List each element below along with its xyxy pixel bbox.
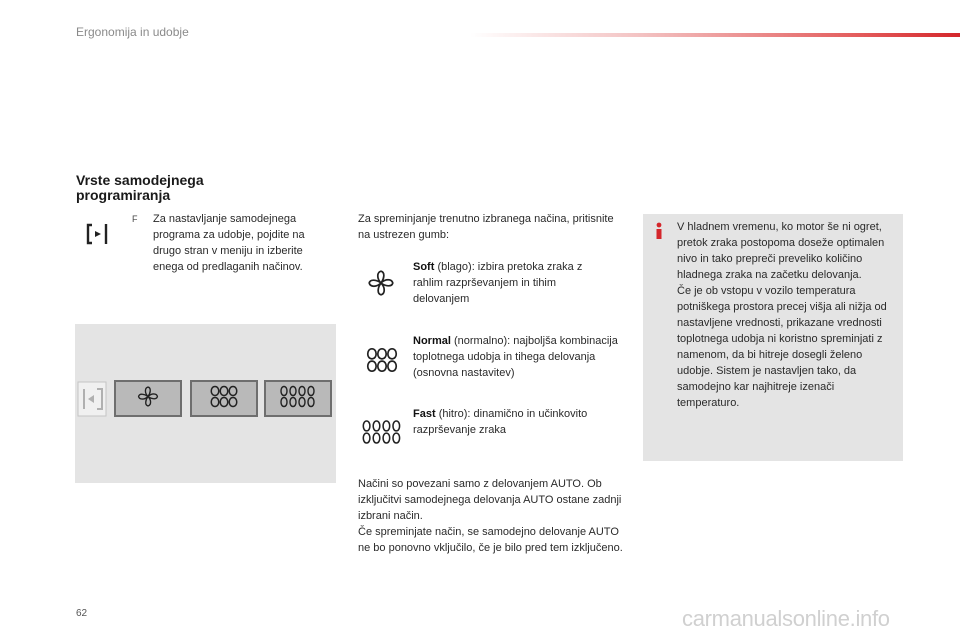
- fast-mode-button[interactable]: [264, 380, 332, 417]
- normal-mode-button[interactable]: [190, 380, 258, 417]
- info-icon: [652, 222, 666, 245]
- mode-fast-description: [413, 406, 613, 438]
- next-page-icon: [86, 223, 110, 250]
- soft-mode-button[interactable]: [114, 380, 182, 417]
- mode-soft-description: [413, 259, 603, 307]
- info-text: V hladnem vremenu, ko motor še ni ogret, pretok zraka postopoma doseže optimalen nivo in tako prepreči preveliko količino hladnega zraka na začetku delovanja. Če je ob vstopu v vozilo temperatura potniškega prostora precej višja ali nižja od nastavljene vrednosti, prikazane vrednosti toplotnega udobja ni koristno spreminjati z namenom, da bi hitreje dosegli želeno udobje. Sistem je nastavljen tako, da samodejno kar najhitreje izenači temperaturo.: [677, 221, 887, 409]
- page-number: 62: [76, 608, 88, 619]
- header-accent-bar: [470, 33, 960, 37]
- mode-fast-name: Fast: [413, 408, 436, 420]
- intro-text: Za spreminjanje trenutno izbranega načina, pritisnite na ustrezen gumb:: [358, 213, 614, 241]
- fan-fast-icon: [278, 383, 318, 414]
- fan-normal-icon: [363, 345, 401, 380]
- mode-normal-name: Normal: [413, 335, 451, 347]
- mode-normal-description: [413, 333, 628, 381]
- mode-soft-text: (blago): izbira pretoka zraka z rahlim razprševanjem in tihim delovanjem: [413, 261, 583, 305]
- fan-soft-icon: [366, 268, 396, 303]
- section-title: Vrste samodejnega programiranja: [76, 172, 204, 203]
- fan-normal-icon: [207, 383, 241, 414]
- mode-normal-text: (normalno): najboljša kombinacija toplotnega udobja in tihega delovanja (osnovna nastavitev): [413, 335, 618, 379]
- back-page-icon: [77, 381, 107, 422]
- footer-note: Načini so povezani samo z delovanjem AUTO. Ob izključitvi samodejnega delovanja AUTO ostane zadnji izbrani način. Če spreminjate način, se samodejno delovanje AUTO ne bo ponovno vključilo, če je bilo pred tem izključeno.: [358, 478, 623, 554]
- watermark-logo: carmanualsonline.info: [682, 606, 890, 631]
- mode-fast-text: (hitro): dinamično in učinkovito razprševanje zraka: [413, 408, 588, 436]
- fan-fast-icon: [360, 417, 404, 452]
- mode-soft-name: Soft: [413, 261, 435, 273]
- bullet-marker: F: [132, 214, 138, 224]
- instruction-text: Za nastavljanje samodejnega programa za udobje, pojdite na drugo stran v meniju in izberite enega od predlaganih načinov.: [153, 213, 305, 273]
- fan-soft-icon: [136, 384, 160, 413]
- chapter-title: Ergonomija in udobje: [76, 25, 189, 39]
